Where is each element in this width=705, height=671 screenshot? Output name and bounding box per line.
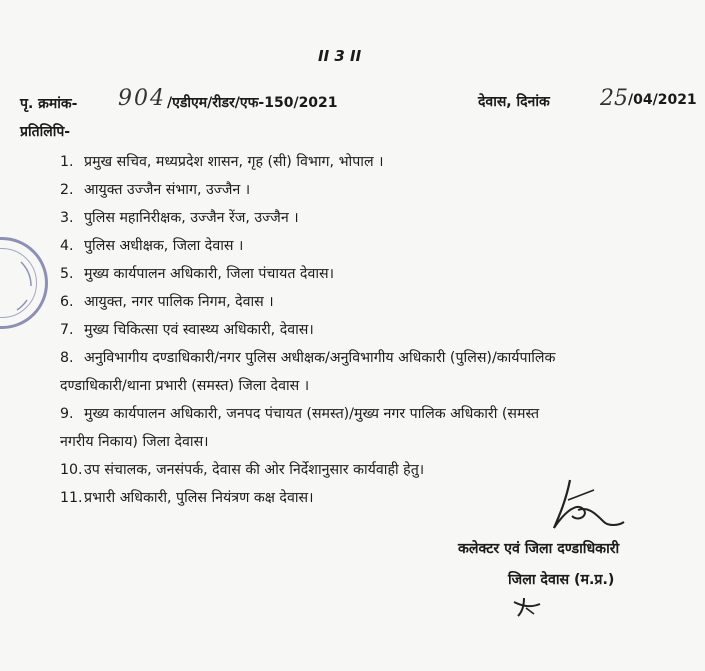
- recipient-number: 1.: [60, 154, 74, 170]
- recipient-text: आयुक्त उज्जैन संभाग, उज्जैन ।: [84, 182, 251, 198]
- recipient-item: [60, 232, 555, 260]
- recipient-number: 3.: [60, 210, 74, 226]
- recipient-number: 6.: [60, 294, 74, 310]
- recipient-number: 4.: [60, 238, 74, 254]
- recipient-number: 7.: [60, 322, 74, 338]
- recipient-text: मुख्य कार्यपालन अधिकारी, जनपद पंचायत (समस्त)/मुख्य नगर पालिक अधिकारी (समस्त: [84, 406, 540, 422]
- recipient-text: प्रमुख सचिव, मध्यप्रदेश शासन, गृह (सी) विभाग, भोपाल ।: [84, 154, 384, 170]
- recipient-item: [60, 316, 555, 344]
- recipient-number: 11.: [60, 490, 83, 506]
- reference-label: पृ. क्रमांक-: [20, 96, 78, 112]
- recipient-number: 8.: [60, 350, 74, 366]
- recipient-text: दण्डाधिकारी/थाना प्रभारी (समस्त) जिला देवास ।: [60, 378, 310, 394]
- recipient-item: [60, 400, 555, 428]
- recipient-text: प्रभारी अधिकारी, पुलिस नियंत्रण कक्ष देवास।: [84, 490, 314, 506]
- recipient-item: [60, 260, 555, 288]
- recipient-text: अनुविभागीय दण्डाधिकारी/नगर पुलिस अधीक्षक/अनुविभागीय अधिकारी (पुलिस)/कार्यपालिक: [84, 350, 556, 366]
- recipient-number: 10.: [60, 462, 83, 478]
- recipient-item-continuation: [60, 428, 555, 456]
- office-seal-stamp: [0, 237, 48, 329]
- signature-icon: [548, 470, 628, 540]
- recipient-item: [60, 456, 555, 484]
- date-day-handwritten: 25: [600, 86, 628, 111]
- place-date-label: देवास, दिनांक: [478, 94, 550, 110]
- recipient-number: 2.: [60, 182, 74, 198]
- recipient-number: 9.: [60, 406, 74, 422]
- signatory-district: जिला देवास (म.प्र.): [508, 572, 615, 588]
- reference-number-handwritten: 904: [118, 86, 166, 111]
- recipient-text: मुख्य चिकित्सा एवं स्वास्थ्य अधिकारी, देवास।: [84, 322, 314, 338]
- recipient-text: मुख्य कार्यपालन अधिकारी, जिला पंचायत देवास।: [84, 266, 335, 282]
- recipient-item: [60, 484, 555, 512]
- recipient-item: [60, 204, 555, 232]
- recipient-list: [60, 148, 555, 512]
- recipient-text: आयुक्त, नगर पालिक निगम, देवास ।: [84, 294, 274, 310]
- recipient-item: [60, 148, 555, 176]
- recipient-text: नगरीय निकाय) जिला देवास।: [60, 434, 209, 450]
- recipient-item: [60, 176, 555, 204]
- recipient-text: उप संचालक, जनसंपर्क, देवास की ओर निर्देशानुसार कार्यवाही हेतु।: [84, 462, 425, 478]
- reference-code: /एडीएम/रीडर/एफ-150/2021: [167, 95, 338, 111]
- recipient-item-continuation: [60, 372, 555, 400]
- recipient-item: [60, 288, 555, 316]
- date-month-year: /04/2021: [628, 92, 697, 108]
- seal-ring-icon: [0, 240, 51, 332]
- recipient-number: 5.: [60, 266, 74, 282]
- recipient-text: पुलिस महानिरीक्षक, उज्जैन रेंज, उज्जैन ।: [84, 210, 299, 226]
- recipient-item: [60, 344, 555, 372]
- page-number: II 3 II: [318, 47, 362, 65]
- initials-icon: [512, 596, 544, 618]
- recipient-text: पुलिस अधीक्षक, जिला देवास ।: [84, 238, 244, 254]
- copy-to-label: प्रतिलिपि-: [20, 124, 71, 140]
- signatory-title: कलेक्टर एवं जिला दण्डाधिकारी: [458, 541, 620, 557]
